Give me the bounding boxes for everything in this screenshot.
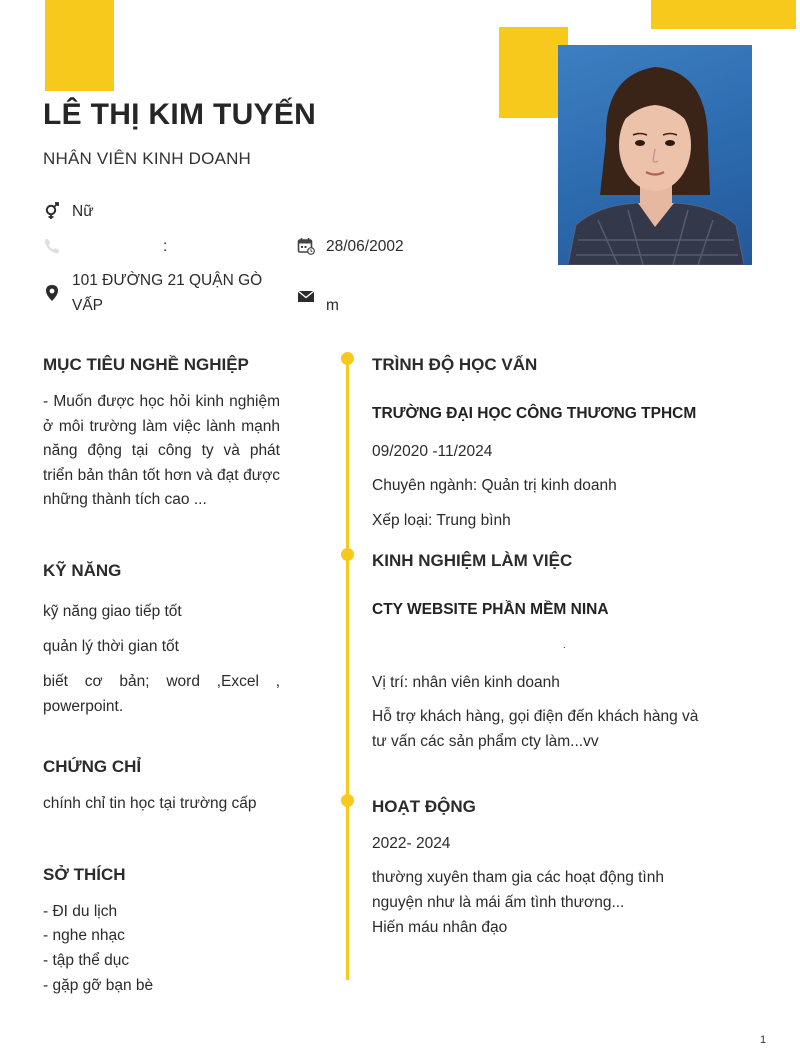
phone-icon xyxy=(43,237,61,255)
activities-period: 2022- 2024 xyxy=(372,835,451,852)
envelope-icon xyxy=(297,287,315,305)
candidate-title: NHÂN VIÊN KINH DOANH xyxy=(43,149,252,168)
education-period: 09/2020 -11/2024 xyxy=(372,443,493,460)
calendar-icon xyxy=(297,237,315,255)
activities-title: HOẠT ĐỘNG xyxy=(372,797,476,816)
timeline-dot xyxy=(341,352,354,365)
objective-title: MỤC TIÊU NGHỀ NGHIỆP xyxy=(43,355,249,374)
timeline-dot xyxy=(341,548,354,561)
experience-position: Vị trí: nhân viên kinh doanh xyxy=(372,674,560,691)
skill-item: biết cơ bản; word ,Excel , powerpoint. xyxy=(43,673,280,715)
page-number: 1 xyxy=(760,1034,767,1046)
gender-icon xyxy=(43,202,61,220)
skill-item: quản lý thời gian tốt xyxy=(43,638,179,655)
hobby-item: - nghe nhạc xyxy=(43,927,125,944)
profile-photo xyxy=(558,45,752,265)
experience-title: KINH NGHIỆM LÀM VIỆC xyxy=(372,551,573,570)
hobby-item: - tập thể dục xyxy=(43,952,130,969)
phone-value: : xyxy=(163,238,168,255)
experience-period: . xyxy=(563,640,566,651)
timeline-line xyxy=(346,358,349,980)
address-value: 101 ĐƯỜNG 21 QUẬN GÒ VẤP xyxy=(72,272,263,314)
activities-description: thường xuyên tham gia các hoạt động tình nguyện như là mái ấm tình thương... xyxy=(372,869,664,911)
hobby-item: - gặp gỡ bạn bè xyxy=(43,977,154,994)
birthdate-value: 28/06/2002 xyxy=(326,238,404,255)
certificates-title: CHỨNG CHỈ xyxy=(43,757,142,776)
education-title: TRÌNH ĐỘ HỌC VẤN xyxy=(372,355,538,374)
accent-block-top-right xyxy=(651,0,796,29)
objective-text: - Muốn được học hỏi kinh nghiệm ở môi trường làm việc lành mạnh năng động tại công ty và phát triển bản thân tốt hơn và đạt được những thành tích cao ... xyxy=(43,393,280,508)
accent-block-left xyxy=(45,0,114,91)
gender-value: Nữ xyxy=(72,203,94,220)
candidate-name: LÊ THỊ KIM TUYẾN xyxy=(43,98,317,131)
experience-company: CTY WEBSITE PHẦN MỀM NINA xyxy=(372,601,609,618)
education-major: Chuyên ngành: Quản trị kinh doanh xyxy=(372,477,617,494)
experience-description: Hỗ trợ khách hàng, gọi điện đến khách hàng và tư vấn các sản phẩm cty làm...vv xyxy=(372,708,699,750)
location-pin-icon xyxy=(43,284,61,302)
timeline-dot xyxy=(341,794,354,807)
activities-extra: Hiến máu nhân đạo xyxy=(372,919,508,936)
skill-item: kỹ năng giao tiếp tốt xyxy=(43,603,182,620)
certificates-text: chính chỉ tin học tại trường cấp xyxy=(43,795,257,812)
education-grade: Xếp loại: Trung bình xyxy=(372,512,511,529)
hobby-item: - ĐI du lịch xyxy=(43,903,118,920)
hobbies-title: SỞ THÍCH xyxy=(43,865,126,884)
education-school: TRƯỜNG ĐẠI HỌC CÔNG THƯƠNG TPHCM xyxy=(372,405,697,422)
email-value: m xyxy=(326,297,339,314)
skills-title: KỸ NĂNG xyxy=(43,561,122,580)
